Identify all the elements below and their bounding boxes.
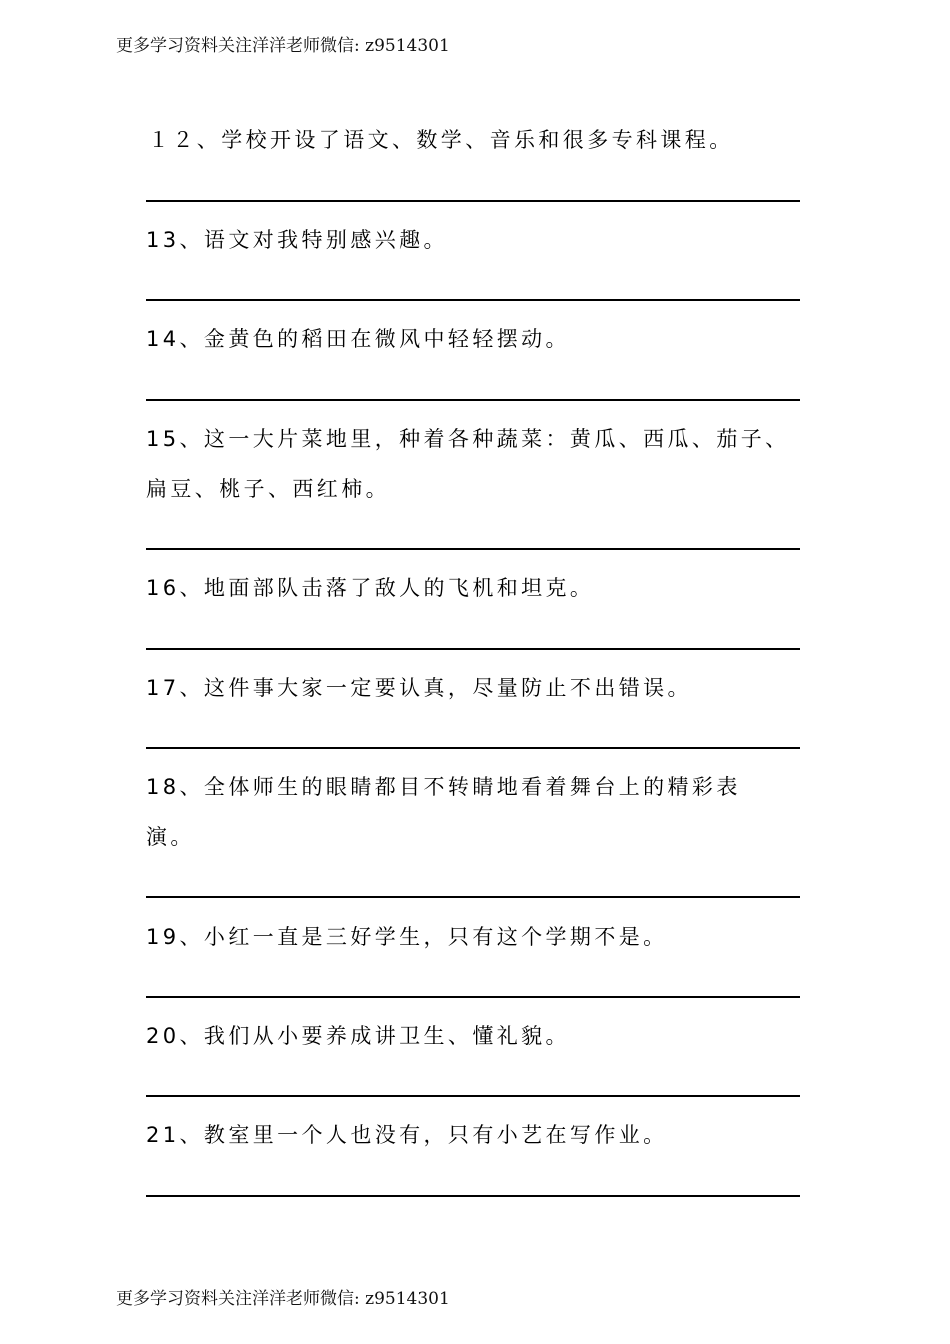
sentence-text: 21、教室里一个人也没有，只有小艺在写作业。	[146, 1123, 668, 1147]
sentence-text: 16、地面部队击落了敌人的飞机和坦克。	[146, 576, 595, 600]
watermark-footer: 更多学习资料关注洋洋老师微信: z9514301	[116, 1289, 450, 1309]
sentence-text: 17、这件事大家一定要认真，尽量防止不出错误。	[146, 676, 692, 700]
sentence-text: １２、学校开设了语文、数学、音乐和很多专科课程。	[148, 128, 734, 152]
sentence-19	[146, 912, 806, 962]
sentence-12	[148, 115, 808, 165]
watermark-header: 更多学习资料关注洋洋老师微信: z9514301	[116, 36, 450, 56]
answer-line-12	[146, 200, 800, 202]
sentence-text: 15、这一大片菜地里，种着各种蔬菜：黄瓜、西瓜、茄子、	[146, 427, 790, 451]
sentence-text: 20、我们从小要养成讲卫生、懂礼貌。	[146, 1024, 570, 1048]
answer-line-17	[146, 747, 800, 749]
answer-line-20	[146, 1095, 800, 1097]
answer-line-16	[146, 648, 800, 650]
sentence-text: 19、小红一直是三好学生，只有这个学期不是。	[146, 925, 668, 949]
sentence-text-continued: 扁豆、桃子、西红柿。	[146, 477, 390, 501]
sentence-13	[146, 215, 806, 265]
sentence-text: 13、语文对我特别感兴趣。	[146, 228, 448, 252]
sentence-18	[146, 762, 806, 862]
sentence-text: 14、金黄色的稻田在微风中轻轻摆动。	[146, 327, 570, 351]
answer-line-14	[146, 399, 800, 401]
sentence-21	[146, 1110, 806, 1160]
sentence-17	[146, 663, 806, 713]
sentence-16	[146, 563, 806, 613]
answer-line-15	[146, 548, 800, 550]
answer-line-21	[146, 1195, 800, 1197]
sentence-14	[146, 314, 806, 364]
sentence-text-continued: 演。	[146, 825, 195, 849]
sentence-20	[146, 1011, 806, 1061]
answer-line-19	[146, 996, 800, 998]
answer-line-13	[146, 299, 800, 301]
sentence-15	[146, 414, 806, 514]
sentence-text: 18、全体师生的眼睛都目不转睛地看着舞台上的精彩表	[146, 775, 741, 799]
answer-line-18	[146, 896, 800, 898]
